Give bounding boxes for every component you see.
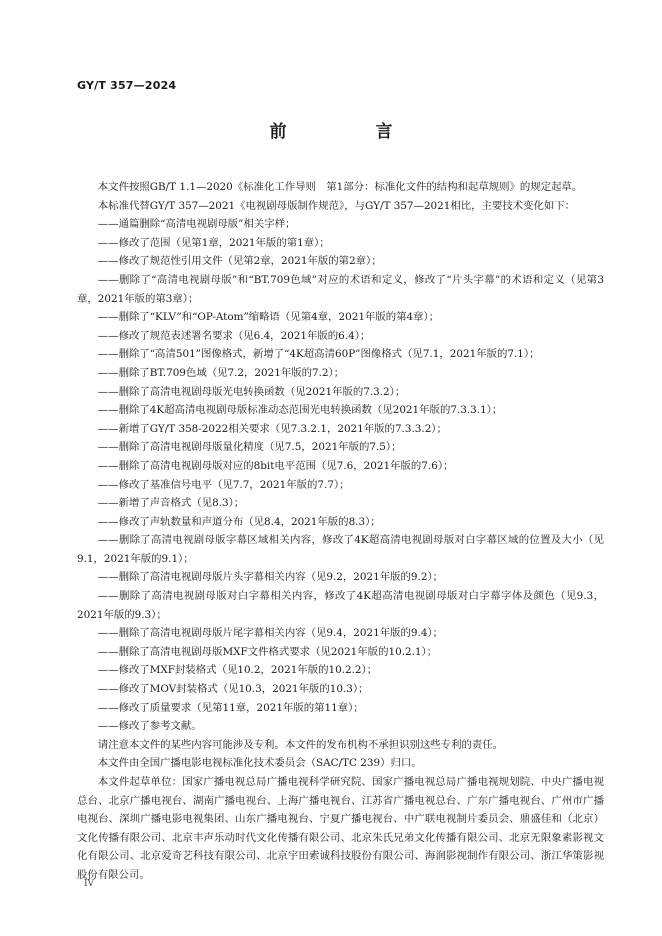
list-item: ——删除了高清电视剧母版光电转换函数（见2021年版的7.3.2）；	[97, 385, 406, 398]
list-item: ——删除了高清电视剧母版对应的8bit电平范围（见7.6，2021年版的7.6）；	[97, 459, 454, 472]
list-item: ——删除了“高清电视剧母版”和“BT.709色域”对应的术语和定义，修改了“片头字幕”的术语和定义（见第3章，2021年版的第3章）；	[77, 273, 604, 305]
list-item: ——修改了规范表述署名要求（见6.4，2021年版的6.4）；	[97, 329, 371, 342]
list-item: ——删除了高清电视剧母版量化精度（见7.5，2021年版的7.5）；	[97, 441, 402, 454]
page-number: IV	[84, 879, 95, 889]
list-item: ——新增了声音格式（见8.3）；	[97, 497, 245, 510]
list-item: ——删除了高清电视剧母版片尾字幕相关内容（见9.4，2021年版的9.4）；	[97, 627, 444, 640]
page-title: 前 言	[269, 122, 429, 142]
paragraph: 本标准代替GY/T 357—2021《电视剧母版制作规范》，与GY/T 357—2021相比，主要技术变化如下：	[97, 199, 576, 212]
list-item: ——删除了BT.709色域（见7.2，2021年版的7.2）；	[97, 366, 345, 379]
list-item: ——修改了声轨数量和声道分布（见8.4，2021年版的8.3）；	[97, 515, 381, 528]
list-item: ——通篇删除“高清电视剧母版”相关字样；	[97, 218, 296, 231]
paragraph: 本文件由全国广播电影电视标准化技术委员会（SAC/TC 239）归口。	[97, 757, 422, 770]
list-item: ——修改了范围（见第1章，2021年版的第1章）；	[97, 236, 330, 249]
list-item: ——修改了基准信号电平（见7.7，2021年版的7.7）；	[97, 478, 350, 491]
list-item: ——删除了高清电视剧母版MXF文件格式要求（见2021年版的10.2.1）；	[97, 645, 438, 658]
list-item: ——删除了高清电视剧母版片头字幕相关内容（见9.2，2021年版的9.2）；	[97, 571, 444, 584]
paragraph: 本文件起草单位：国家广播电视总局广播电视科学研究院、国家广播电视总局广播电视规划院、中央广播电视总台、北京广播电视台、湖南广播电视台、上海广播电视台、江苏省广播电视总台、广东广播电视台、广州市广播电视台、深圳广播电影电视集团、山东广播电视台、宁夏广播电视台、中广联电视制片委员会、鼎盛佳和（北京）文化传播有限公司、北京丰声乐动时代文化传播有限公司、北京朱氏兄弟文化传播有限公司、北京无限象素影视文化有限公司、北京爱奇艺科技有限公司、北京宇田索诚科技股份有限公司、海润影视制作有限公司、浙江华策影视股份有限公司。	[77, 776, 604, 881]
list-item: ——删除了4K超高清电视剧母版标准动态范围光电转换函数（见2021年版的7.3.3.1）；	[97, 404, 503, 417]
list-item: ——修改了质量要求（见第11章，2021年版的第11章）；	[97, 701, 364, 714]
paragraph: 本文件按照GB/T 1.1—2020《标准化工作导则 第1部分：标准化文件的结构和起草规则》的规定起草。	[97, 181, 583, 193]
list-item: ——删除了“高清501”图像格式，新增了“4K超高清60P”图像格式（见7.1，2021年版的7.1）；	[97, 348, 540, 361]
list-item: ——新增了GY/T 358-2022相关要求（见7.3.2.1，2021年版的7.3.3.2）；	[97, 422, 447, 435]
foreword-body	[77, 178, 604, 885]
list-item: ——删除了高清电视剧母版对白字幕相关内容，修改了4K超高清电视剧母版对白字幕字体及颜色（见9.3，2021年版的9.3）；	[77, 590, 604, 621]
list-item: ——删除了“KLV”和“OP-Atom”缩略语（见第4章，2021年版的第4章）；	[97, 311, 440, 324]
list-item: ——修改了规范性引用文件（见第2章，2021年版的第2章）；	[97, 255, 382, 268]
list-item: ——删除了高清电视剧母版字幕区域相关内容，修改了4K超高清电视剧母版对白字幕区域的位置及大小（见9.1，2021年版的9.1）；	[77, 534, 604, 565]
list-item: ——修改了MOV封装格式（见10.3，2021年版的10.3）；	[97, 683, 369, 696]
list-item: ——修改了参考文献。	[97, 720, 202, 733]
paragraph: 请注意本文件的某些内容可能涉及专利。本文件的发布机构不承担识别这些专利的责任。	[97, 738, 504, 751]
list-item: ——修改了MXF封装格式（见10.2，2021年版的10.2.2）；	[97, 664, 378, 677]
document-code: GY/T 357—2024	[77, 79, 177, 92]
